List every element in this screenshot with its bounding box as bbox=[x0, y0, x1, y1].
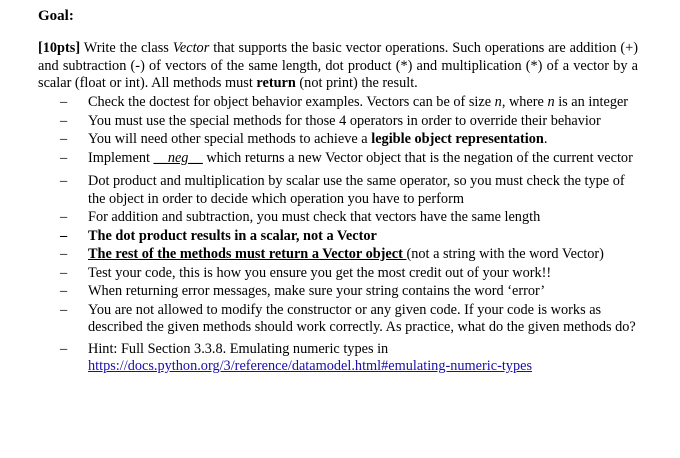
list-item: – Check the doctest for object behavior examples. Vectors can be of size n, where n is an integer bbox=[60, 94, 638, 112]
goal-heading: Goal: bbox=[38, 8, 74, 24]
list-item: – You must use the special methods for those 4 operators in order to override their behavior bbox=[60, 113, 638, 131]
list-item: – Hint: Full Section 3.3.8. Emulating numeric types in https://docs.python.org/3/reference/datamodel.html#emulating-numeric-types bbox=[60, 341, 638, 376]
rest-emphasis: The rest of the methods must return a Vector object bbox=[88, 246, 407, 262]
return-word: return bbox=[256, 75, 296, 91]
list-item: – The dot product results in a scalar, not a Vector bbox=[60, 228, 638, 246]
intro-paragraph: [10pts] Write the class Vector that supports the basic vector operations. Such operations are addition (+) and subtraction (-) of vectors of the same length, dot product (*) and multiplication (*) of a vector by a scalar (float or int). All methods must return (not print) the result. bbox=[38, 40, 638, 91]
list-item: – You are not allowed to modify the constructor or any given code. If your code is works as described the given methods should work correctly. As practice, what do the given methods do? bbox=[60, 302, 638, 337]
list-item: – Implement __neg__ which returns a new Vector object that is the negation of the current vector bbox=[60, 150, 638, 168]
legible-emphasis: legible object representation bbox=[371, 131, 544, 147]
list-item: – The rest of the methods must return a Vector object (not a string with the word Vector) bbox=[60, 246, 638, 264]
list-item: – When returning error messages, make sure your string contains the word ‘error’ bbox=[60, 283, 638, 301]
list-item: – For addition and subtraction, you must check that vectors have the same length bbox=[60, 209, 638, 227]
requirements-list bbox=[60, 94, 638, 376]
python-docs-link[interactable]: https://docs.python.org/3/reference/datamodel.html#emulating-numeric-types bbox=[88, 358, 533, 374]
list-item: – Dot product and multiplication by scalar use the same operator, so you must check the type of the object in order to decide which operation you have to perform bbox=[60, 173, 638, 208]
list-item: – Test your code, this is how you ensure you get the most credit out of your work!! bbox=[60, 265, 638, 283]
points-label: [10pts] bbox=[38, 40, 81, 56]
class-name: Vector bbox=[172, 40, 210, 56]
list-item: – You will need other special methods to achieve a legible object representation. bbox=[60, 131, 638, 149]
neg-method: __neg__ bbox=[153, 149, 203, 166]
